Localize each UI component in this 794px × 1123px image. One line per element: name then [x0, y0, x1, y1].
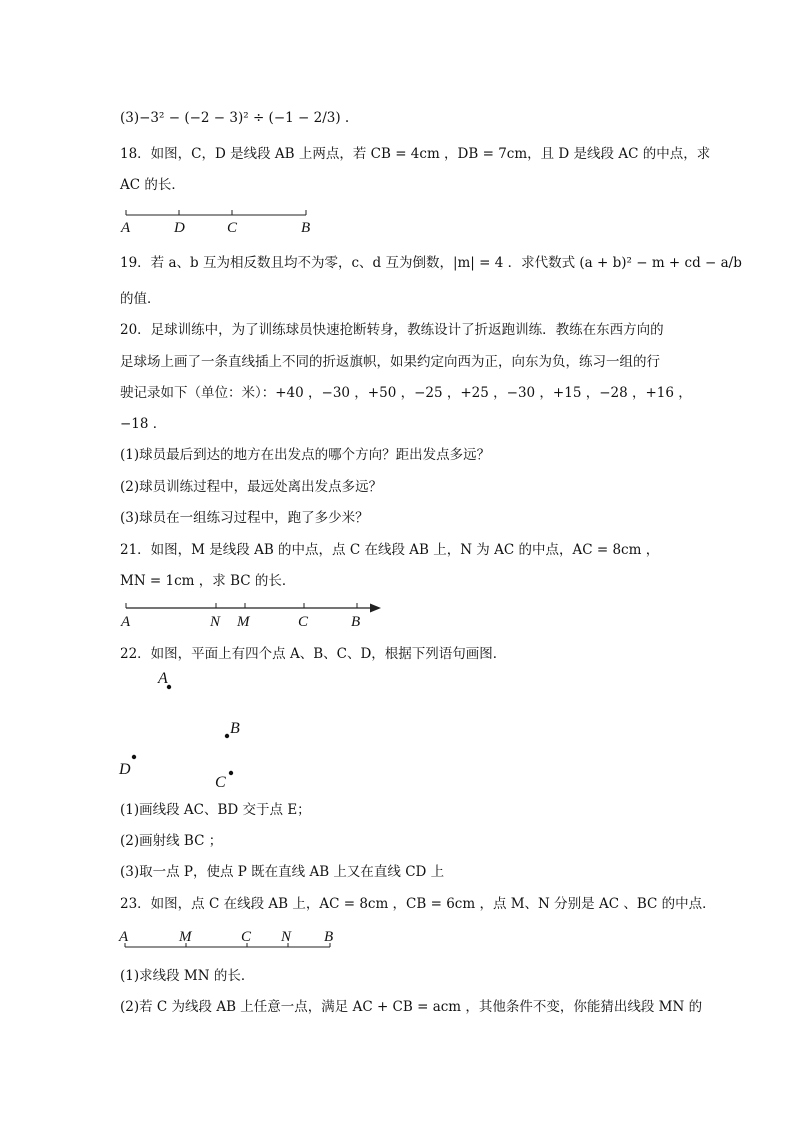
q23-label-c: C — [241, 929, 252, 945]
q20-text-line3: 驶记录如下（单位：米）：+40 ，−30 ，+50 ，−25 ，+25 ，−30 ，+15 ，−28 ，+16 ， — [120, 385, 692, 401]
q22-part3: (3)取一点 P，使点 P 既在直线 AB 上又在直线 CD 上 — [120, 864, 445, 880]
q19-text-line2: 的值． — [120, 291, 161, 307]
q22-points-figure — [112, 666, 262, 796]
q23-label-m: M — [179, 929, 192, 945]
q18-segment-figure — [118, 205, 328, 237]
q22-label-a: A — [158, 670, 168, 687]
q20-text-line4: −18 ． — [120, 416, 167, 432]
q20-text-line1: 20．足球训练中，为了训练球员快速抢断转身，教练设计了折返跑训练．教练在东西方向的 — [120, 322, 664, 338]
q21-text-line1: 21．如图，M 是线段 AB 的中点，点 C 在线段 AB 上，N 为 AC 的中点，AC = 8cm ， — [120, 542, 660, 558]
q19-text-line1: 19．若 a、b 互为相反数且均不为零，c、d 互为倒数，|m| = 4 ．求代数式 (a + b)² − m + cd − a/b — [120, 255, 742, 271]
q23-text-line1: 23．如图，点 C 在线段 AB 上，AC = 8cm ，CB = 6cm ，点 M、N 分别是 AC 、BC 的中点． — [120, 896, 716, 912]
q23-label-n: N — [281, 929, 292, 945]
q20-part2: (2)球员训练过程中，最远处离出发点多远？ — [120, 479, 383, 495]
q18-label-a: A — [121, 220, 131, 236]
q18-label-c: C — [227, 220, 238, 236]
q18-text-line1: 18．如图，C，D 是线段 AB 上两点，若 CB = 4cm ，DB = 7cm，且 D 是线段 AC 的中点，求 — [120, 146, 711, 162]
q21-label-m: M — [237, 614, 250, 630]
q18-text-line2: AC 的长． — [120, 177, 185, 193]
q18-label-d: D — [174, 220, 185, 236]
q21-label-n: N — [210, 614, 221, 630]
q21-text-line2: MN = 1cm ，求 BC 的长． — [120, 573, 296, 589]
q23-segment-svg — [118, 926, 348, 952]
q20-part1: (1)球员最后到达的地方在出发点的哪个方向？距出发点多远？ — [120, 447, 491, 463]
q23-part1: (1)求线段 MN 的长． — [120, 968, 255, 984]
q18-segment-svg — [118, 205, 328, 237]
q22-part2: (2)画射线 BC ； — [120, 833, 223, 849]
q20-part3: (3)球员在一组练习过程中，跑了多少米？ — [120, 510, 369, 526]
q21-ray-figure — [118, 598, 388, 632]
q21-label-b: B — [351, 614, 361, 630]
q23-label-a: A — [119, 929, 129, 945]
q22-points-svg — [112, 666, 262, 796]
q23-segment-figure — [118, 926, 348, 952]
q22-label-c: C — [215, 774, 226, 791]
q22-label-d: D — [119, 761, 131, 778]
q21-label-a: A — [121, 614, 131, 630]
q21-ray-svg — [118, 598, 388, 632]
q22-part1: (1)画线段 AC、BD 交于点 E； — [120, 802, 311, 818]
q18-label-b: B — [301, 220, 311, 236]
q23-part2: (2)若 C 为线段 AB 上任意一点，满足 AC + CB = acm ，其他条件不变，你能猜出线段 MN 的 — [120, 999, 703, 1015]
q22-label-b: B — [230, 720, 240, 737]
q20-text-line2: 足球场上画了一条直线插上不同的折返旗帜，如果约定向西为正，向东为负，练习一组的行 — [120, 354, 660, 370]
q17-part3-expression: (3)−3² − (−2 − 3)² ÷ (−1 − 2/3) . — [120, 110, 350, 126]
q23-label-b: B — [324, 929, 334, 945]
q22-text-line1: 22．如图，平面上有四个点 A、B、C、D，根据下列语句画图． — [120, 646, 507, 662]
q21-label-c: C — [298, 614, 309, 630]
